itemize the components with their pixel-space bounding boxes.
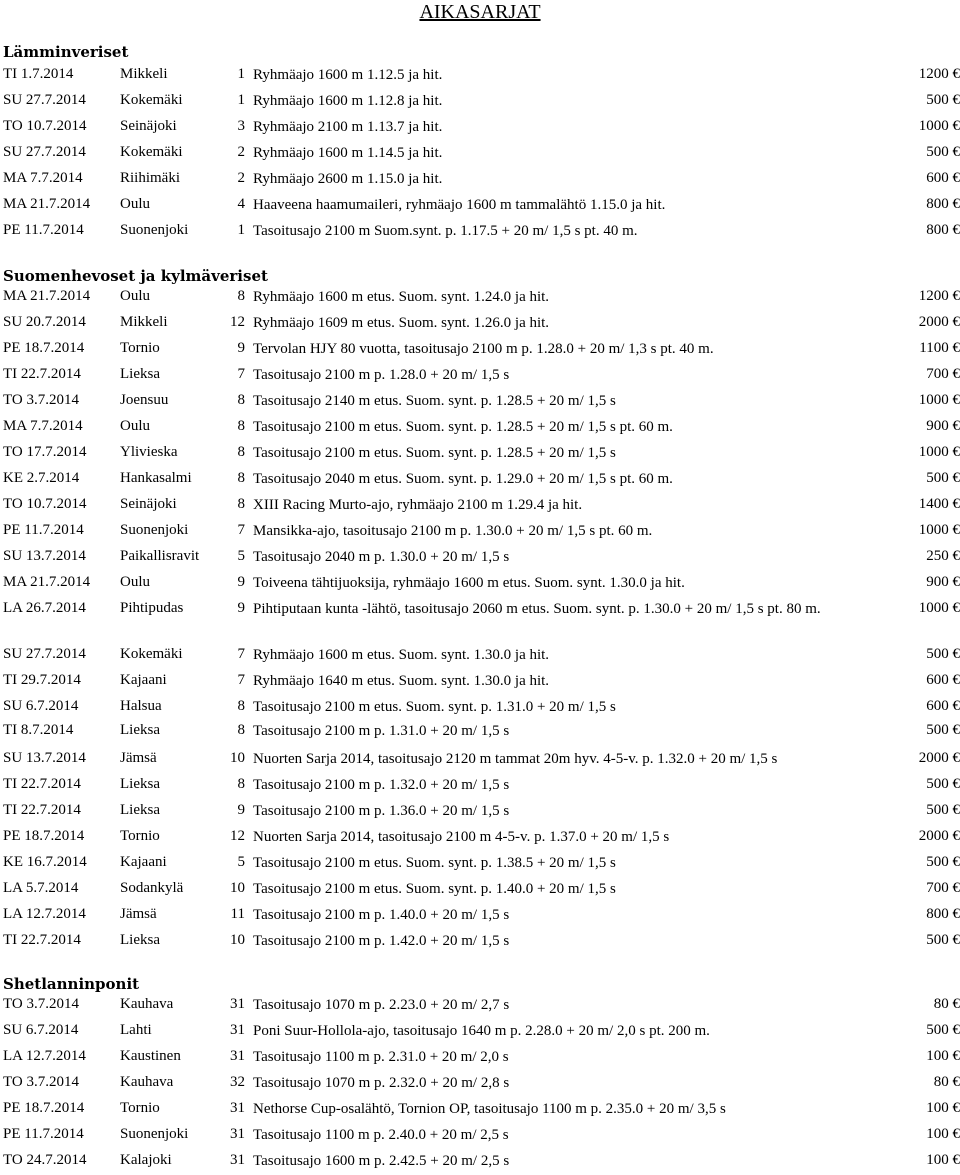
- race-date: MA 21.7.2014: [3, 574, 91, 590]
- race-number: 5: [237, 548, 245, 564]
- race-place: Oulu: [120, 196, 150, 212]
- race-date: TO 3.7.2014: [3, 1074, 79, 1090]
- race-prize: 2000 €: [918, 828, 960, 844]
- race-number: 4: [237, 196, 245, 212]
- race-prize: 80 €: [933, 996, 960, 1012]
- race-place: Seinäjoki: [120, 118, 177, 134]
- race-number: 10: [230, 750, 245, 766]
- race-prize: 600 €: [926, 170, 960, 186]
- race-date: SU 27.7.2014: [3, 144, 86, 160]
- race-place: Lieksa: [120, 802, 160, 818]
- race-description: Ryhmäajo 1609 m etus. Suom. synt. 1.26.0 ja hit.: [253, 315, 550, 331]
- race-prize: 2000 €: [918, 314, 960, 330]
- race-prize: 100 €: [926, 1100, 960, 1116]
- race-date: TO 3.7.2014: [3, 996, 79, 1012]
- race-description: Nethorse Cup-osalähtö, Tornion OP, tasoitusajo 1100 m p. 2.35.0 + 20 m/ 3,5 s: [253, 1101, 726, 1117]
- race-number: 10: [230, 932, 245, 948]
- race-number: 1: [237, 222, 245, 238]
- race-description: Tasoitusajo 2100 m p. 1.40.0 + 20 m/ 1,5 s: [253, 907, 510, 923]
- race-date: TI 22.7.2014: [3, 776, 81, 792]
- race-place: Kauhava: [120, 996, 174, 1012]
- race-place: Halsua: [120, 698, 162, 714]
- race-number: 31: [230, 1126, 245, 1142]
- race-number: 8: [237, 444, 245, 460]
- race-place: Suonenjoki: [120, 522, 189, 538]
- race-number: 10: [230, 880, 245, 896]
- race-description: Ryhmäajo 1600 m etus. Suom. synt. 1.24.0 ja hit.: [253, 289, 550, 305]
- race-number: 31: [230, 1152, 245, 1168]
- race-description: Ryhmäajo 1600 m 1.12.8 ja hit.: [253, 93, 443, 109]
- race-description: Tasoitusajo 2040 m p. 1.30.0 + 20 m/ 1,5 s: [253, 549, 510, 565]
- race-place: Sodankylä: [120, 880, 184, 896]
- race-description: Tasoitusajo 2100 m p. 1.28.0 + 20 m/ 1,5 s: [253, 367, 510, 383]
- race-date: TI 29.7.2014: [3, 672, 81, 688]
- race-number: 8: [237, 496, 245, 512]
- race-place: Oulu: [120, 418, 150, 434]
- race-description: Ryhmäajo 1640 m etus. Suom. synt. 1.30.0 ja hit.: [253, 673, 550, 689]
- race-description: Tasoitusajo 2140 m etus. Suom. synt. p. 1.28.5 + 20 m/ 1,5 s: [253, 393, 616, 409]
- race-number: 3: [237, 118, 245, 134]
- race-date: TI 22.7.2014: [3, 932, 81, 948]
- race-prize: 1000 €: [918, 444, 960, 460]
- race-place: Ylivieska: [120, 444, 178, 460]
- race-number: 8: [237, 470, 245, 486]
- race-number: 7: [237, 646, 245, 662]
- race-number: 31: [230, 1048, 245, 1064]
- race-number: 1: [237, 92, 245, 108]
- race-description: Tasoitusajo 2100 m p. 1.32.0 + 20 m/ 1,5 s: [253, 777, 510, 793]
- race-date: TO 10.7.2014: [3, 496, 87, 512]
- race-description: Ryhmäajo 2100 m 1.13.7 ja hit.: [253, 119, 443, 135]
- race-prize: 500 €: [926, 854, 960, 870]
- race-date: SU 27.7.2014: [3, 92, 86, 108]
- race-prize: 500 €: [926, 776, 960, 792]
- race-date: KE 2.7.2014: [3, 470, 80, 486]
- race-description: Toiveena tähtijuoksija, ryhmäajo 1600 m etus. Suom. synt. 1.30.0 ja hit.: [253, 575, 685, 591]
- race-prize: 100 €: [926, 1152, 960, 1168]
- race-place: Suonenjoki: [120, 222, 189, 238]
- race-number: 9: [237, 340, 245, 356]
- race-date: SU 6.7.2014: [3, 1022, 79, 1038]
- race-number: 31: [230, 1022, 245, 1038]
- section-heading: Shetlanninponit: [3, 975, 140, 993]
- race-place: Tornio: [120, 340, 160, 356]
- race-prize: 800 €: [926, 196, 960, 212]
- race-prize: 600 €: [926, 698, 960, 714]
- race-date: TO 3.7.2014: [3, 392, 79, 408]
- race-place: Kajaani: [120, 672, 167, 688]
- race-date: SU 27.7.2014: [3, 646, 86, 662]
- race-date: PE 11.7.2014: [3, 1126, 84, 1142]
- race-description: Ryhmäajo 1600 m 1.12.5 ja hit.: [253, 67, 443, 83]
- race-place: Oulu: [120, 288, 150, 304]
- race-date: LA 26.7.2014: [3, 600, 86, 616]
- race-description: Pihtiputaan kunta -lähtö, tasoitusajo 2060 m etus. Suom. synt. p. 1.30.0 + 20 m/ 1,5 s pt. 80 m.: [253, 601, 821, 617]
- race-number: 7: [237, 522, 245, 538]
- race-description: Mansikka-ajo, tasoitusajo 2100 m p. 1.30.0 + 20 m/ 1,5 s pt. 60 m.: [253, 523, 653, 539]
- race-number: 1: [237, 66, 245, 82]
- race-date: MA 7.7.2014: [3, 170, 83, 186]
- race-prize: 250 €: [926, 548, 960, 564]
- race-description: Tasoitusajo 1100 m p. 2.31.0 + 20 m/ 2,0 s: [253, 1049, 509, 1065]
- race-description: Ryhmäajo 1600 m etus. Suom. synt. 1.30.0 ja hit.: [253, 647, 550, 663]
- race-date: LA 12.7.2014: [3, 1048, 86, 1064]
- race-number: 7: [237, 672, 245, 688]
- race-number: 8: [237, 418, 245, 434]
- race-date: PE 18.7.2014: [3, 1100, 85, 1116]
- race-prize: 500 €: [926, 1022, 960, 1038]
- race-description: Tasoitusajo 2100 m etus. Suom. synt. p. 1.28.5 + 20 m/ 1,5 s pt. 60 m.: [253, 419, 673, 435]
- race-date: MA 7.7.2014: [3, 418, 83, 434]
- race-description: Tervolan HJY 80 vuotta, tasoitusajo 2100 m p. 1.28.0 + 20 m/ 1,3 s pt. 40 m.: [253, 341, 714, 357]
- race-number: 32: [230, 1074, 245, 1090]
- race-number: 8: [237, 288, 245, 304]
- race-description: Tasoitusajo 2100 m p. 1.42.0 + 20 m/ 1,5 s: [253, 933, 510, 949]
- race-prize: 2000 €: [918, 750, 960, 766]
- race-description: XIII Racing Murto-ajo, ryhmäajo 2100 m 1.29.4 ja hit.: [253, 497, 583, 513]
- race-prize: 1200 €: [918, 288, 960, 304]
- race-prize: 1000 €: [918, 600, 960, 616]
- race-place: Seinäjoki: [120, 496, 177, 512]
- race-date: TI 22.7.2014: [3, 802, 81, 818]
- race-date: SU 6.7.2014: [3, 698, 79, 714]
- race-prize: 80 €: [933, 1074, 960, 1090]
- race-date: LA 5.7.2014: [3, 880, 79, 896]
- race-date: LA 12.7.2014: [3, 906, 86, 922]
- race-number: 8: [237, 392, 245, 408]
- race-prize: 100 €: [926, 1126, 960, 1142]
- race-prize: 900 €: [926, 418, 960, 434]
- race-number: 11: [230, 906, 245, 922]
- race-number: 2: [237, 144, 245, 160]
- race-description: Tasoitusajo 1100 m p. 2.40.0 + 20 m/ 2,5 s: [253, 1127, 509, 1143]
- race-date: MA 21.7.2014: [3, 288, 91, 304]
- race-date: TI 1.7.2014: [3, 66, 74, 82]
- race-description: Tasoitusajo 1070 m p. 2.23.0 + 20 m/ 2,7 s: [253, 997, 510, 1013]
- race-number: 12: [230, 314, 245, 330]
- race-number: 5: [237, 854, 245, 870]
- race-date: KE 16.7.2014: [3, 854, 87, 870]
- race-number: 2: [237, 170, 245, 186]
- race-number: 8: [237, 776, 245, 792]
- race-date: PE 11.7.2014: [3, 522, 84, 538]
- race-prize: 800 €: [926, 906, 960, 922]
- page-title: AIKASARJAT: [419, 1, 541, 23]
- race-prize: 1000 €: [918, 522, 960, 538]
- race-date: TO 17.7.2014: [3, 444, 87, 460]
- race-description: Tasoitusajo 2100 m etus. Suom. synt. p. 1.31.0 + 20 m/ 1,5 s: [253, 699, 616, 715]
- race-date: SU 20.7.2014: [3, 314, 86, 330]
- race-description: Haaveena haamumaileri, ryhmäajo 1600 m tammalähtö 1.15.0 ja hit.: [253, 197, 666, 213]
- race-description: Nuorten Sarja 2014, tasoitusajo 2100 m 4-5-v. p. 1.37.0 + 20 m/ 1,5 s: [253, 829, 670, 845]
- race-description: Ryhmäajo 2600 m 1.15.0 ja hit.: [253, 171, 443, 187]
- race-place: Kaustinen: [120, 1048, 181, 1064]
- race-description: Tasoitusajo 2100 m p. 1.31.0 + 20 m/ 1,5 s: [253, 723, 510, 739]
- race-place: Kokemäki: [120, 144, 183, 160]
- race-prize: 700 €: [926, 880, 960, 896]
- section-heading: Lämminveriset: [3, 43, 129, 61]
- race-prize: 500 €: [926, 144, 960, 160]
- race-number: 7: [237, 366, 245, 382]
- race-description: Tasoitusajo 2100 m Suom.synt. p. 1.17.5 + 20 m/ 1,5 s pt. 40 m.: [253, 223, 638, 239]
- race-prize: 500 €: [926, 646, 960, 662]
- race-prize: 800 €: [926, 222, 960, 238]
- race-date: PE 18.7.2014: [3, 828, 85, 844]
- race-place: Joensuu: [120, 392, 169, 408]
- race-date: PE 11.7.2014: [3, 222, 84, 238]
- race-date: TI 8.7.2014: [3, 722, 74, 738]
- race-description: Ryhmäajo 1600 m 1.14.5 ja hit.: [253, 145, 443, 161]
- race-place: Kokemäki: [120, 646, 183, 662]
- race-place: Pihtipudas: [120, 600, 184, 616]
- race-place: Lieksa: [120, 722, 160, 738]
- race-prize: 100 €: [926, 1048, 960, 1064]
- race-prize: 1000 €: [918, 118, 960, 134]
- race-date: SU 13.7.2014: [3, 750, 86, 766]
- race-place: Hankasalmi: [120, 470, 192, 486]
- race-description: Tasoitusajo 2100 m etus. Suom. synt. p. 1.28.5 + 20 m/ 1,5 s: [253, 445, 616, 461]
- race-prize: 500 €: [926, 722, 960, 738]
- race-number: 9: [237, 600, 245, 616]
- race-place: Mikkeli: [120, 314, 168, 330]
- race-number: 31: [230, 996, 245, 1012]
- race-place: Tornio: [120, 1100, 160, 1116]
- race-description: Poni Suur-Hollola-ajo, tasoitusajo 1640 m p. 2.28.0 + 20 m/ 2,0 s pt. 200 m.: [253, 1023, 710, 1039]
- race-place: Kalajoki: [120, 1152, 172, 1168]
- race-prize: 500 €: [926, 802, 960, 818]
- race-prize: 1400 €: [918, 496, 960, 512]
- race-place: Lieksa: [120, 776, 160, 792]
- race-date: PE 18.7.2014: [3, 340, 85, 356]
- race-number: 9: [237, 802, 245, 818]
- race-description: Tasoitusajo 2040 m etus. Suom. synt. p. 1.29.0 + 20 m/ 1,5 s pt. 60 m.: [253, 471, 673, 487]
- race-prize: 500 €: [926, 932, 960, 948]
- race-place: Oulu: [120, 574, 150, 590]
- race-place: Mikkeli: [120, 66, 168, 82]
- race-prize: 600 €: [926, 672, 960, 688]
- race-place: Kajaani: [120, 854, 167, 870]
- race-description: Nuorten Sarja 2014, tasoitusajo 2120 m tammat 20m hyv. 4-5-v. p. 1.32.0 + 20 m/ 1,5 s: [253, 751, 778, 767]
- race-date: MA 21.7.2014: [3, 196, 91, 212]
- race-place: Lieksa: [120, 366, 160, 382]
- race-number: 8: [237, 722, 245, 738]
- race-date: SU 13.7.2014: [3, 548, 86, 564]
- race-prize: 900 €: [926, 574, 960, 590]
- race-date: TO 24.7.2014: [3, 1152, 87, 1168]
- race-prize: 500 €: [926, 92, 960, 108]
- race-prize: 700 €: [926, 366, 960, 382]
- race-number: 8: [237, 698, 245, 714]
- section-heading: Suomenhevoset ja kylmäveriset: [3, 267, 268, 285]
- race-number: 9: [237, 574, 245, 590]
- race-date: TI 22.7.2014: [3, 366, 81, 382]
- race-description: Tasoitusajo 2100 m p. 1.36.0 + 20 m/ 1,5 s: [253, 803, 510, 819]
- race-prize: 500 €: [926, 470, 960, 486]
- race-place: Suonenjoki: [120, 1126, 189, 1142]
- race-prize: 1000 €: [918, 392, 960, 408]
- race-place: Kokemäki: [120, 92, 183, 108]
- race-prize: 1200 €: [918, 66, 960, 82]
- race-number: 12: [230, 828, 245, 844]
- race-place: Kauhava: [120, 1074, 174, 1090]
- race-description: Tasoitusajo 1600 m p. 2.42.5 + 20 m/ 2,5 s: [253, 1153, 510, 1169]
- race-description: Tasoitusajo 2100 m etus. Suom. synt. p. 1.38.5 + 20 m/ 1,5 s: [253, 855, 616, 871]
- race-description: Tasoitusajo 1070 m p. 2.32.0 + 20 m/ 2,8 s: [253, 1075, 510, 1091]
- race-place: Riihimäki: [120, 170, 180, 186]
- race-place: Jämsä: [120, 906, 157, 922]
- race-description: Tasoitusajo 2100 m etus. Suom. synt. p. 1.40.0 + 20 m/ 1,5 s: [253, 881, 616, 897]
- race-place: Paikallisravit: [120, 548, 200, 564]
- race-place: Lieksa: [120, 932, 160, 948]
- race-place: Tornio: [120, 828, 160, 844]
- race-place: Lahti: [120, 1022, 152, 1038]
- race-date: TO 10.7.2014: [3, 118, 87, 134]
- race-place: Jämsä: [120, 750, 157, 766]
- race-number: 31: [230, 1100, 245, 1116]
- race-prize: 1100 €: [919, 340, 960, 356]
